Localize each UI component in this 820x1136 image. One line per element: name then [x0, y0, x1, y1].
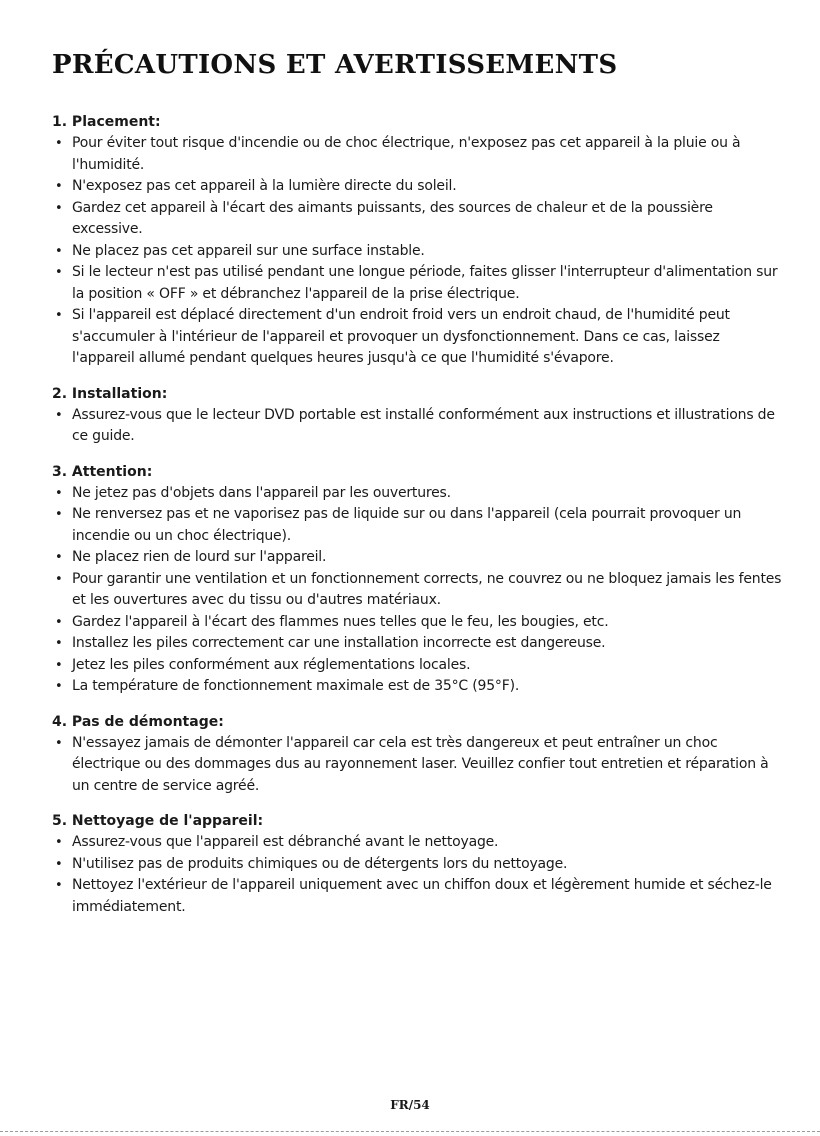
- section-installation: [52, 384, 782, 448]
- list-item: • Installez les piles correctement car une installation incorrecte est dangereuse.: [52, 633, 782, 655]
- list-item: • Pour éviter tout risque d'incendie ou de choc électrique, n'exposez pas cet appareil à la pluie ou à l'humidité.: [52, 133, 782, 176]
- list-item: • Si le lecteur n'est pas utilisé pendant une longue période, faites glisser l'interrupteur d'alimentation sur la position « OFF » et débranchez l'appareil de la prise électrique.: [52, 262, 782, 305]
- list-item: • N'essayez jamais de démonter l'appareil car cela est très dangereux et peut entraîner un choc électrique ou des dommages dus au rayonnement laser. Veuillez confier tout entretien et réparation à un centre de service agréé.: [52, 733, 782, 798]
- section-placement: [52, 112, 782, 370]
- list-item: • Si l'appareil est déplacé directement d'un endroit froid vers un endroit chaud, de l'humidité peut s'accumuler à l'intérieur de l'appareil et provoquer un dysfonctionnement. Dans ce cas, laissez l'appareil allumé pendant quelques heures jusqu'à ce que l'humidité s'évapore.: [52, 305, 782, 370]
- list-item: • Gardez l'appareil à l'écart des flammes nues telles que le feu, les bougies, etc.: [52, 612, 782, 634]
- bullet-list: [52, 832, 782, 918]
- list-item: • N'utilisez pas de produits chimiques ou de détergents lors du nettoyage.: [52, 854, 782, 876]
- bottom-divider: [0, 1131, 820, 1132]
- section-title: 1. Placement:: [52, 114, 161, 130]
- bullet-list: [52, 483, 782, 698]
- list-item: • Ne renversez pas et ne vaporisez pas de liquide sur ou dans l'appareil (cela pourrait provoquer un incendie ou un choc électrique).: [52, 504, 782, 547]
- list-item: • Assurez-vous que le lecteur DVD portable est installé conformément aux instructions et illustrations de ce guide.: [52, 405, 782, 448]
- list-item: • N'exposez pas cet appareil à la lumière directe du soleil.: [52, 176, 782, 198]
- section-cleaning: [52, 811, 782, 918]
- section-attention: [52, 462, 782, 698]
- list-item: • Ne placez rien de lourd sur l'appareil.: [52, 547, 782, 569]
- page-title: PRÉCAUTIONS ET AVERTISSEMENTS: [52, 50, 618, 80]
- bullet-list: [52, 133, 782, 370]
- list-item: • Ne jetez pas d'objets dans l'appareil par les ouvertures.: [52, 483, 782, 505]
- section-title: 5. Nettoyage de l'appareil:: [52, 813, 264, 829]
- list-item: • Jetez les piles conformément aux réglementations locales.: [52, 655, 782, 677]
- list-item: • Ne placez pas cet appareil sur une surface instable.: [52, 241, 782, 263]
- list-item: • Pour garantir une ventilation et un fonctionnement corrects, ne couvrez ou ne bloquez jamais les fentes et les ouvertures avec du tissu ou d'autres matériaux.: [52, 569, 782, 612]
- list-item: • Assurez-vous que l'appareil est débranché avant le nettoyage.: [52, 832, 782, 854]
- content: [52, 112, 782, 932]
- page-number: FR/54: [390, 1098, 430, 1112]
- bullet-list: [52, 733, 782, 798]
- list-item: • Gardez cet appareil à l'écart des aimants puissants, des sources de chaleur et de la poussière excessive.: [52, 198, 782, 241]
- section-title: 3. Attention:: [52, 463, 153, 480]
- list-item: • Nettoyez l'extérieur de l'appareil uniquement avec un chiffon doux et légèrement humide et séchez-le immédiatement.: [52, 875, 782, 918]
- section-title: 2. Installation:: [52, 385, 168, 402]
- bullet-list: [52, 405, 782, 448]
- section-title: 4. Pas de démontage:: [52, 713, 224, 730]
- list-item: • La température de fonctionnement maximale est de 35°C (95°F).: [52, 676, 782, 698]
- section-no-disassembly: [52, 712, 782, 798]
